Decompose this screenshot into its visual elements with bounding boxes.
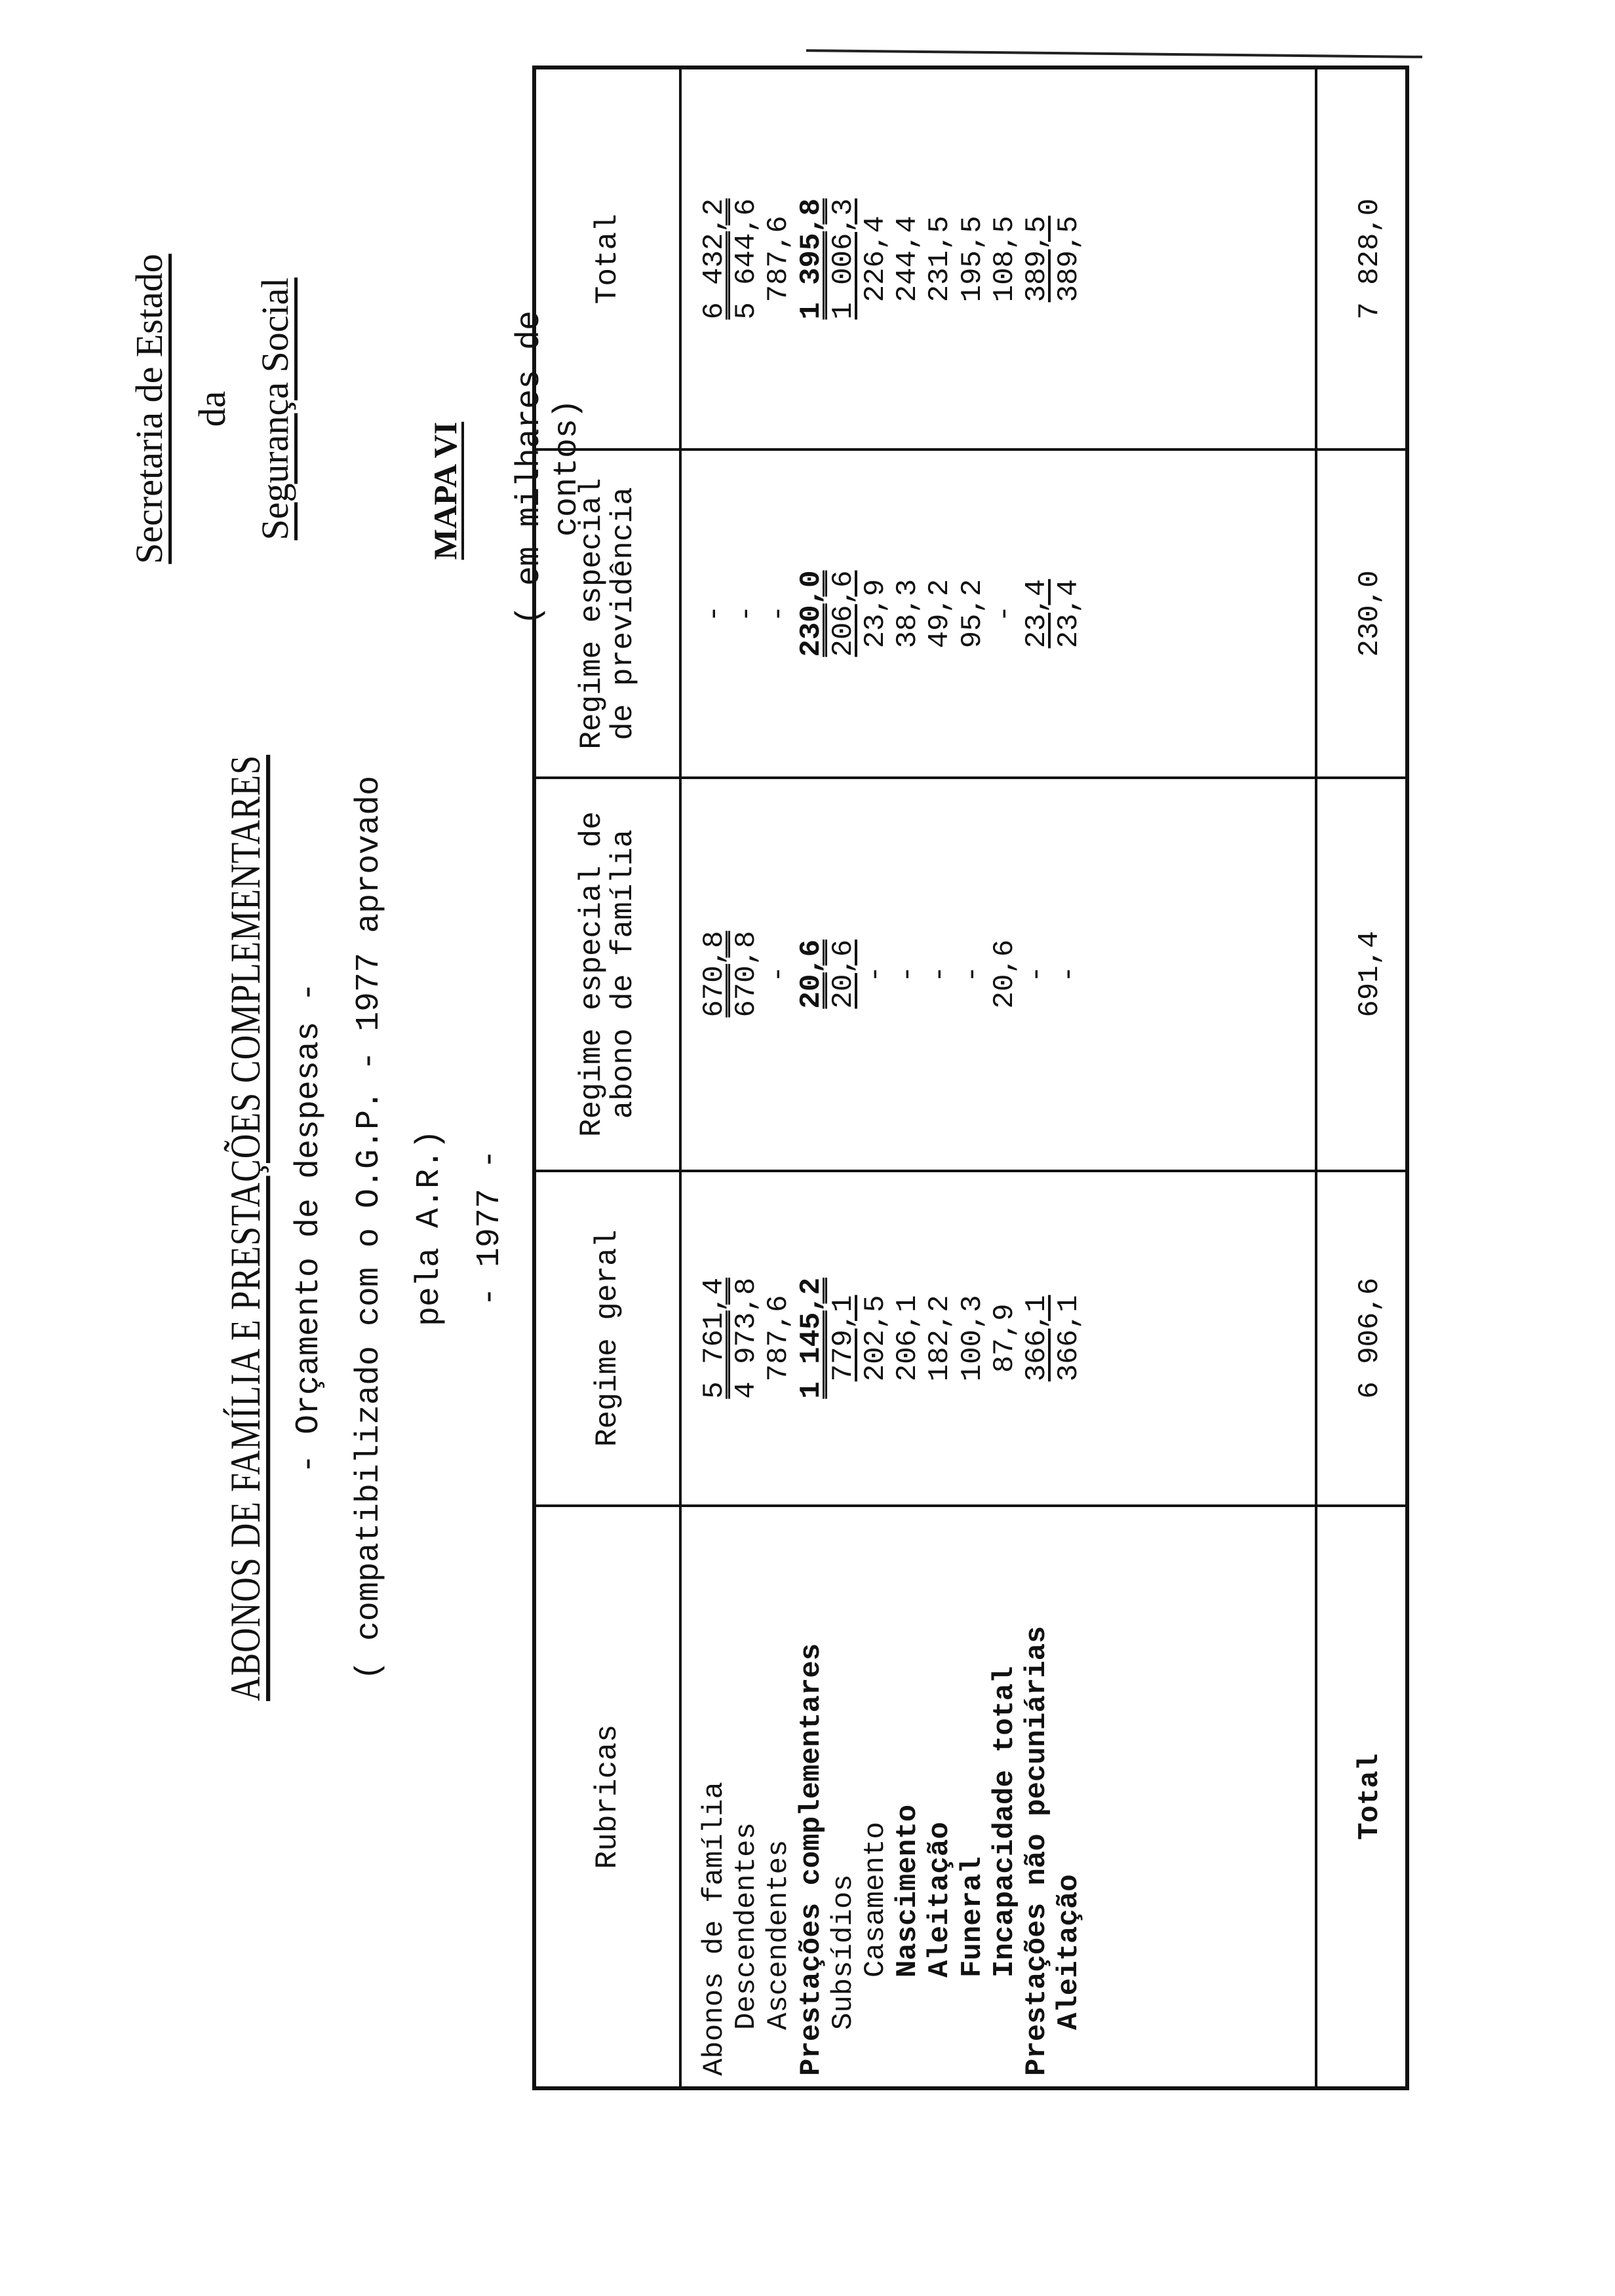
value-text: 23,4 <box>1053 579 1086 649</box>
mapa-label: MAPA VI <box>427 421 463 560</box>
value-cell <box>1021 790 1053 1159</box>
value-text: 23,4 <box>1020 579 1053 649</box>
value-text: - <box>988 605 1021 622</box>
grand-total-label: Total <box>1316 1506 1407 2088</box>
value-cell <box>828 80 860 438</box>
value-cell <box>957 80 989 438</box>
value-cell <box>828 1183 860 1494</box>
value-text: 6 432,2 <box>698 198 731 320</box>
rubrica-row-label: Subsídios <box>827 1874 860 2030</box>
grand-total-regime-geral: 6 906,6 <box>1316 1171 1407 1506</box>
issuer-header <box>118 121 307 697</box>
value-text: 49,2 <box>924 579 957 649</box>
value-text: 100,3 <box>956 1295 989 1382</box>
value-cell <box>699 1183 731 1494</box>
value-cell <box>957 790 989 1159</box>
value-cell <box>1021 80 1053 438</box>
document-year: - 1977 - <box>471 1149 509 1307</box>
value-text: - <box>956 965 989 983</box>
value-text: 389,5 <box>1020 216 1053 303</box>
value-cell <box>796 80 828 438</box>
rubrica-row-label: Incapacidade total <box>988 1666 1021 1978</box>
value-text: 1 006,3 <box>827 198 860 320</box>
value-cell <box>763 80 795 438</box>
document-title: ABONOS DE FAMÍLIA E PRESTAÇÕES COMPLEMENTARES <box>222 754 269 1702</box>
value-text: - <box>762 965 796 983</box>
column-header-regime-especial-abono: Regime especial de abono de família <box>534 778 680 1171</box>
value-text: 108,5 <box>988 216 1021 303</box>
value-cell <box>989 1183 1021 1494</box>
units-note: ( em milhares de contos) <box>511 310 586 626</box>
regime-abono-cell <box>680 778 1316 1171</box>
value-cell <box>924 1183 956 1494</box>
value-cell <box>763 1183 795 1494</box>
value-cell <box>924 790 956 1159</box>
value-text: 4 973,8 <box>730 1277 764 1399</box>
column-header-rubricas: Rubricas <box>534 1506 680 2088</box>
issuer-line-1: Secretaria de Estado <box>128 254 170 564</box>
rubrica-row-label: Prestações complementares <box>794 1643 828 2076</box>
value-cell <box>1021 1183 1053 1494</box>
value-text: - <box>891 965 925 983</box>
value-text: 206,1 <box>891 1295 925 1382</box>
value-text: - <box>1020 965 1053 983</box>
value-cell <box>1053 80 1085 438</box>
value-cell <box>957 1183 989 1494</box>
grand-total-row <box>1316 67 1407 2088</box>
value-text: - <box>730 605 764 622</box>
value-cell <box>763 790 795 1159</box>
rubrica-row-label: Abonos de família <box>698 1782 731 2076</box>
value-cell <box>796 1183 828 1494</box>
value-cell <box>860 1183 892 1494</box>
rubrica-row-label: Casamento <box>859 1822 892 1978</box>
scan-artifact-line <box>806 49 1422 58</box>
value-text: 779,1 <box>827 1295 860 1382</box>
total-cell <box>680 67 1316 450</box>
value-text: 1 145,2 <box>794 1277 828 1399</box>
rubrica-row-label: Descendentes <box>730 1822 764 2030</box>
value-cell <box>699 461 731 765</box>
value-cell <box>731 461 763 765</box>
regime-geral-values <box>699 1183 1085 1494</box>
value-text: 389,5 <box>1053 216 1086 303</box>
issuer-line-2: da <box>191 391 233 427</box>
value-text: 87,9 <box>988 1303 1021 1373</box>
value-text: 670,8 <box>698 930 731 1018</box>
table-body-row <box>680 67 1316 2088</box>
value-cell <box>828 790 860 1159</box>
document-subtitle: - Orçamento de despesas - <box>290 982 328 1474</box>
regime-geral-cell <box>680 1171 1316 1506</box>
value-cell <box>1053 790 1085 1159</box>
value-cell <box>699 790 731 1159</box>
rubrica-row-label: Prestações não pecuniárias <box>1020 1626 1053 2076</box>
value-text: 230,0 <box>794 570 828 657</box>
value-cell <box>731 80 763 438</box>
table-header-row <box>534 67 680 2088</box>
value-text: - <box>924 965 957 983</box>
value-text: 366,1 <box>1020 1295 1053 1382</box>
value-cell <box>989 80 1021 438</box>
value-text: 195,5 <box>956 216 989 303</box>
value-cell <box>1053 1183 1085 1494</box>
value-text: - <box>762 605 796 622</box>
value-cell <box>989 790 1021 1159</box>
rubrica-row-label: Funeral <box>956 1856 989 1978</box>
value-text: - <box>698 605 731 622</box>
value-cell <box>796 790 828 1159</box>
value-cell <box>892 790 924 1159</box>
value-cell <box>796 461 828 765</box>
document-title-block <box>216 750 520 1706</box>
value-cell <box>892 1183 924 1494</box>
value-cell <box>989 461 1021 765</box>
value-text: - <box>859 965 892 983</box>
value-text: 20,6 <box>794 939 828 1009</box>
value-cell <box>699 80 731 438</box>
value-text: 787,6 <box>762 216 796 303</box>
rubrica-row-label: Ascendentes <box>762 1839 796 2030</box>
value-text: 366,1 <box>1053 1295 1086 1382</box>
value-cell <box>892 80 924 438</box>
value-text: 5 761,4 <box>698 1277 731 1399</box>
value-cell <box>860 790 892 1159</box>
value-text: 670,8 <box>730 930 764 1018</box>
value-cell <box>1053 461 1085 765</box>
column-header-total: Total <box>534 67 680 450</box>
value-cell <box>924 461 956 765</box>
value-text: 226,4 <box>859 216 892 303</box>
value-cell <box>828 461 860 765</box>
value-cell <box>731 790 763 1159</box>
value-cell <box>731 1183 763 1494</box>
value-text: 787,6 <box>762 1295 796 1382</box>
document-note: ( compatibilizado com o O.G.P. - 1977 aprovado pela A.R.) <box>351 775 448 1681</box>
value-text: 182,2 <box>924 1295 957 1382</box>
column-header-regime-geral: Regime geral <box>534 1171 680 1506</box>
grand-total-regime-previdencia: 230,0 <box>1316 450 1407 777</box>
value-text: - <box>1053 965 1086 983</box>
regime-abono-values <box>699 790 1085 1159</box>
rubrica-row-label: Aleitação <box>1053 1874 1086 2030</box>
total-values <box>699 80 1085 438</box>
rubricas-cell <box>680 1506 1316 2088</box>
column-header-regime-especial-previdencia: Regime especial de previdência <box>534 450 680 777</box>
regime-previdencia-values <box>699 461 1085 765</box>
value-cell <box>957 461 989 765</box>
value-text: 20,6 <box>988 939 1021 1009</box>
value-cell <box>892 461 924 765</box>
value-cell <box>924 80 956 438</box>
value-text: 231,5 <box>924 216 957 303</box>
value-text: 206,6 <box>827 570 860 657</box>
value-cell <box>763 461 795 765</box>
value-cell <box>1021 461 1053 765</box>
value-cell <box>860 80 892 438</box>
value-text: 95,2 <box>956 579 989 649</box>
value-text: 1 395,8 <box>794 198 828 320</box>
grand-total-regime-abono: 691,4 <box>1316 778 1407 1171</box>
regime-previdencia-cell <box>680 450 1316 777</box>
rubrica-row-label: Nascimento <box>891 1804 925 1978</box>
value-text: 23,9 <box>859 579 892 649</box>
issuer-line-3: Segurança Social <box>254 277 296 541</box>
grand-total-total: 7 828,0 <box>1316 67 1407 450</box>
value-cell <box>860 461 892 765</box>
rubrica-row-label: Aleitação <box>924 1822 957 1978</box>
rubricas-list <box>699 1518 1085 2076</box>
value-text: 20,6 <box>827 939 860 1009</box>
value-text: 38,3 <box>891 579 925 649</box>
value-text: 202,5 <box>859 1295 892 1382</box>
value-text: 244,4 <box>891 216 925 303</box>
budget-table <box>532 66 1409 2090</box>
value-text: 5 644,6 <box>730 198 764 320</box>
